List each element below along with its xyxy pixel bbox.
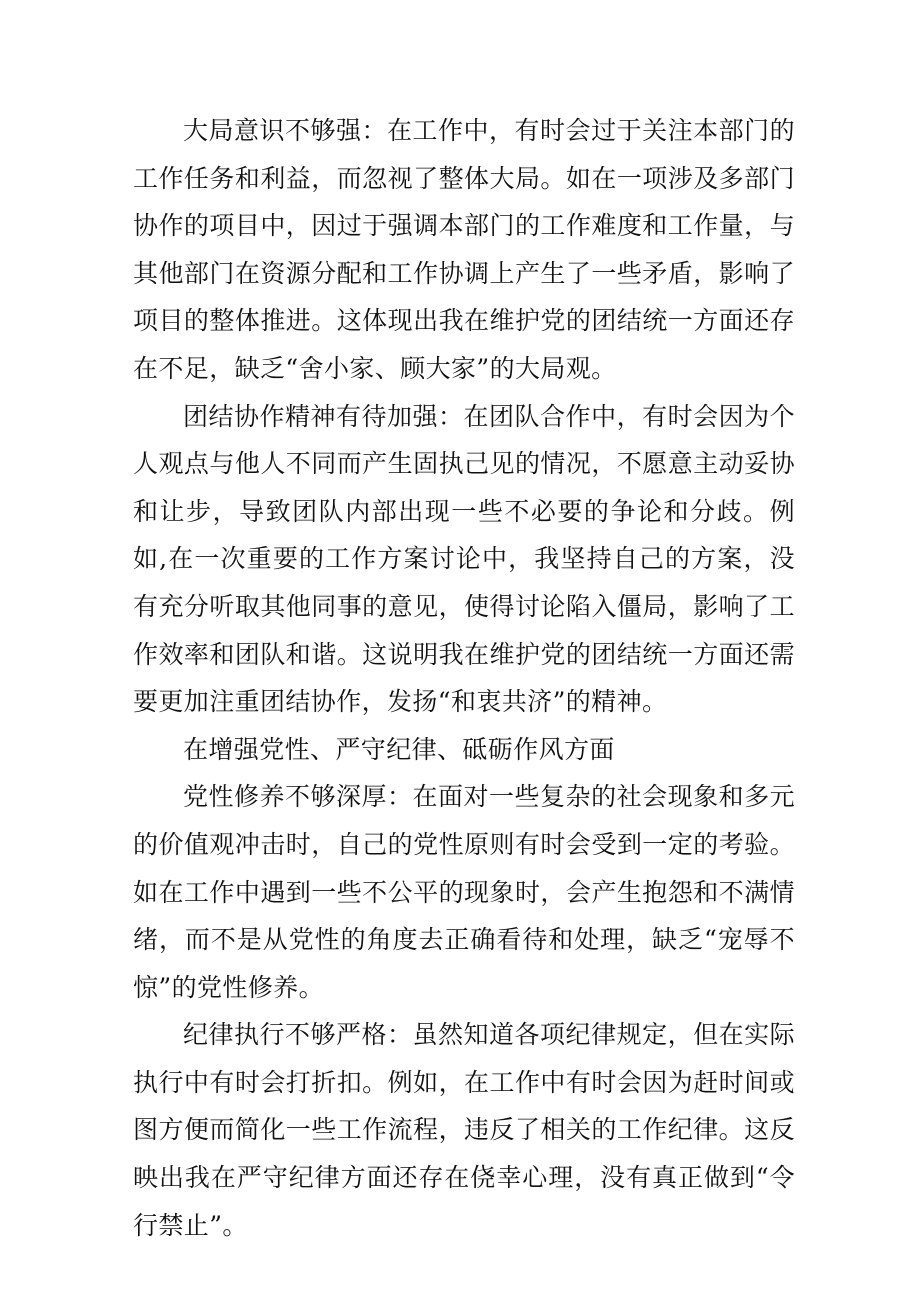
paragraph-team-cooperation: 团结协作精神有待加强：在团队合作中，有时会因为个人观点与他人不同而产生固执己见的情况，不愿意主动妥协和让步，导致团队内部出现一些不必要的争论和分歧。例如,在一次重要的工作方案讨论中，我坚持自己的方案，没有充分听取其他同事的意见，使得讨论陷入僵局，影响了工作效率和团队和谐。这说明我在维护党的团结统一方面还需要更加注重团结协作，发扬“和衷共济”的精神。	[133, 401, 795, 717]
document-body	[133, 107, 795, 1249]
section-heading-party-discipline: 在增强党性、严守纪律、砥砺作风方面	[183, 734, 615, 764]
paragraph-discipline-enforcement: 纪律执行不够严格：虽然知道各项纪律规定，但在实际执行中有时会打折扣。例如，在工作中有时会因为赶时间或图方便而简化一些工作流程，违反了相关的工作纪律。这反映出我在严守纪律方面还存在侥幸心理，没有真正做到“令行禁止”。	[133, 1020, 795, 1240]
paragraph-party-cultivation: 党性修养不够深厚：在面对一些复杂的社会现象和多元的价值观冲击时，自己的党性原则有时会受到一定的考验。如在工作中遇到一些不公平的现象时，会产生抱怨和不满情绪，而不是从党性的角度去正确看待和处理，缺乏“宠辱不惊”的党性修养。	[133, 782, 795, 1002]
paragraph-big-picture-awareness: 大局意识不够强：在工作中，有时会过于关注本部门的工作任务和利益，而忽视了整体大局。如在一项涉及多部门协作的项目中，因过于强调本部门的工作难度和工作量，与其他部门在资源分配和工作协调上产生了一些矛盾，影响了项目的整体推进。这体现出我在维护党的团结统一方面还存在不足，缺乏“舍小家、顾大家”的大局观。	[133, 116, 795, 383]
